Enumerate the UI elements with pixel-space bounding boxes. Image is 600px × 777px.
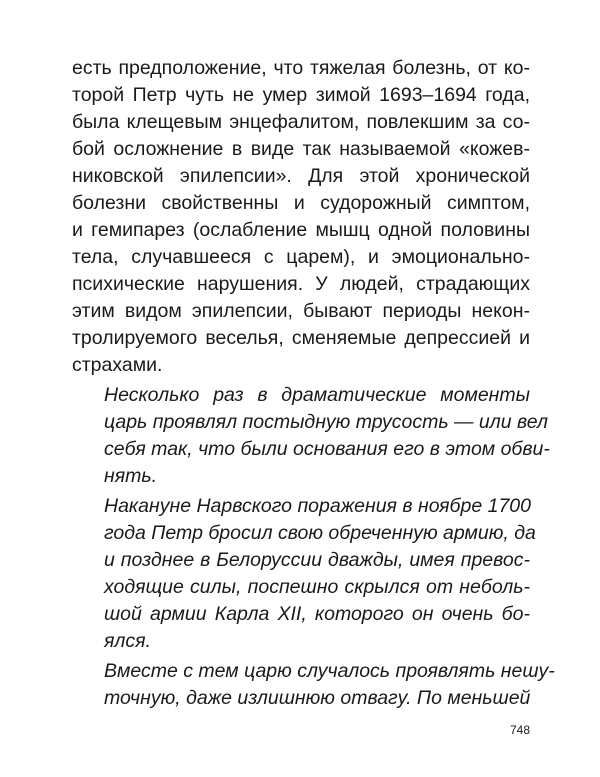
- text-line: есть предположение, что тяжелая болезнь, от ко-: [72, 57, 530, 79]
- quote-line: и позднее в Белоруссии дважды, имея превос-: [104, 549, 530, 571]
- quote-line: шой армии Карла XII, которого он очень бо-: [104, 603, 530, 625]
- quote-line: Накануне Нарвского поражения в ноябре 1700: [104, 495, 531, 517]
- quote-line: Вместе с тем царю случалось проявлять нешу-: [104, 660, 555, 682]
- quote-line: точную, даже излишнюю отвагу. По меньшей: [104, 687, 531, 709]
- page-number: 748: [509, 723, 530, 737]
- text-line: торой Петр чуть не умер зимой 1693–1694 года,: [72, 84, 530, 106]
- text-line: была клещевым энцефалитом, повлекшим за со-: [72, 111, 530, 133]
- text-line: этим видом эпилепсии, бывают периоды некон-: [72, 300, 530, 322]
- quote-line: года Петр бросил свою обреченную армию, да: [104, 522, 536, 544]
- quote-line: нять.: [104, 465, 158, 487]
- text-line: страхами.: [72, 354, 163, 376]
- text-line: психические нарушения. У людей, страдающих: [72, 273, 530, 295]
- quote-line: ходящие силы, поспешно скрылся от неболь-: [104, 576, 530, 598]
- quote-line: себя так, что были основания его в этом обви-: [104, 438, 550, 460]
- text-line: и гемипарез (ослабление мышц одной половины: [72, 219, 530, 241]
- text-line: болезни свойственны и судорожный симптом,: [72, 192, 530, 214]
- text-line: бой осложнение в виде так называемой «кожев-: [72, 138, 530, 160]
- quote-line: Несколько раз в драматические моменты: [104, 384, 530, 406]
- text-line: тролируемого веселья, сменяемые депрессией и: [72, 327, 530, 349]
- text-line: никовской эпилепсии». Для этой хронической: [72, 165, 530, 187]
- quote-line: ялся.: [104, 630, 151, 652]
- text-line: тела, случавшееся с царем), и эмоционально-: [72, 246, 530, 268]
- quote-line: царь проявлял постыдную трусость — или вел: [104, 411, 548, 433]
